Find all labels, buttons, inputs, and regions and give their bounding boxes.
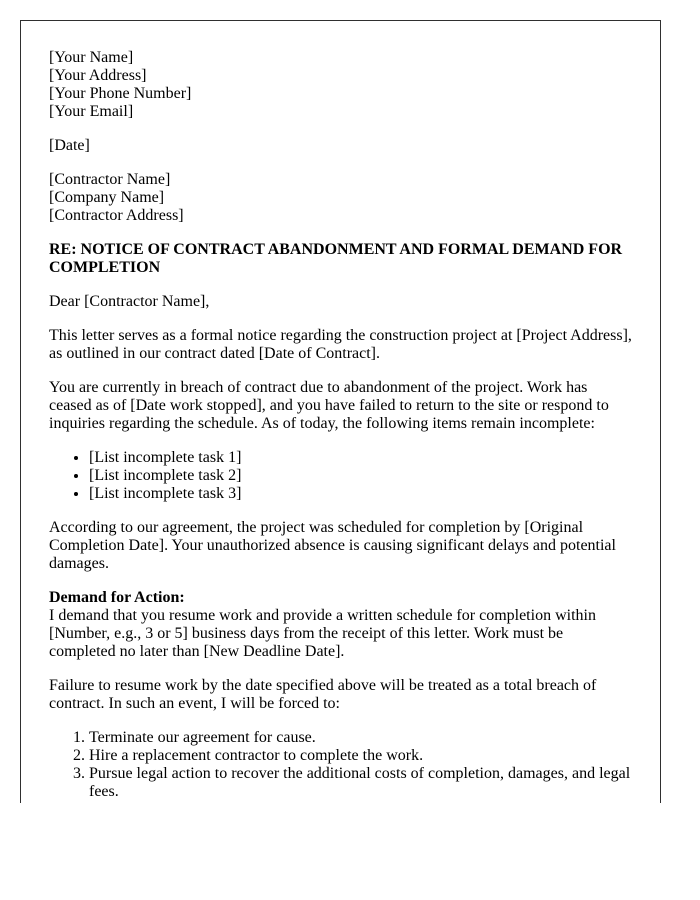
salutation: Dear [Contractor Name], <box>49 293 210 310</box>
list-item: • [List incomplete task 2] <box>89 467 632 485</box>
sender-phone: [Your Phone Number] <box>49 85 192 102</box>
failure-paragraph: Failure to resume work by the date specified above will be treated as a total breach of contract. In such an event, I will be forced to: <box>49 677 597 712</box>
intro-paragraph: This letter serves as a formal notice regarding the construction project at [Project Address], as outlined in our contract dated [Date of Contract]. <box>49 327 632 362</box>
letter-date: [Date] <box>49 137 90 154</box>
demand-section <box>49 589 632 661</box>
demand-text: I demand that you resume work and provide a written schedule for completion within [Number, e.g., 3 or 5] business days from the receipt of this letter. Work must be completed no later than [New Deadline Date]. <box>49 607 596 660</box>
letter-document <box>20 20 661 803</box>
recipient-company: [Company Name] <box>49 189 165 206</box>
demand-heading: Demand for Action: <box>49 589 185 606</box>
sender-email: [Your Email] <box>49 103 134 120</box>
list-item: • [List incomplete task 1] <box>89 449 632 467</box>
sender-address: [Your Address] <box>49 67 147 84</box>
list-item: 3. Pursue legal action to recover the additional costs of completion, damages, and legal fees. <box>89 765 632 801</box>
sender-name: [Your Name] <box>49 49 134 66</box>
breach-paragraph: You are currently in breach of contract due to abandonment of the project. Work has ceased as of [Date work stopped], and you have failed to return to the site or respond to inquiries regarding the schedule. As of today, the following items remain incomplete: <box>49 379 609 432</box>
recipient-address: [Contractor Address] <box>49 207 184 224</box>
recipient-block <box>49 171 632 225</box>
list-item: 1. Terminate our agreement for cause. <box>89 729 632 747</box>
subject-line: RE: NOTICE OF CONTRACT ABANDONMENT AND FORMAL DEMAND FOR COMPLETION <box>49 241 623 276</box>
consequences-list <box>49 729 632 801</box>
incomplete-tasks-list <box>49 449 632 503</box>
sender-block <box>49 49 632 121</box>
list-item: 2. Hire a replacement contractor to complete the work. <box>89 747 632 765</box>
recipient-name: [Contractor Name] <box>49 171 171 188</box>
list-item: • [List incomplete task 3] <box>89 485 632 503</box>
schedule-paragraph: According to our agreement, the project was scheduled for completion by [Original Completion Date]. Your unauthorized absence is causing significant delays and potential damages. <box>49 519 616 572</box>
